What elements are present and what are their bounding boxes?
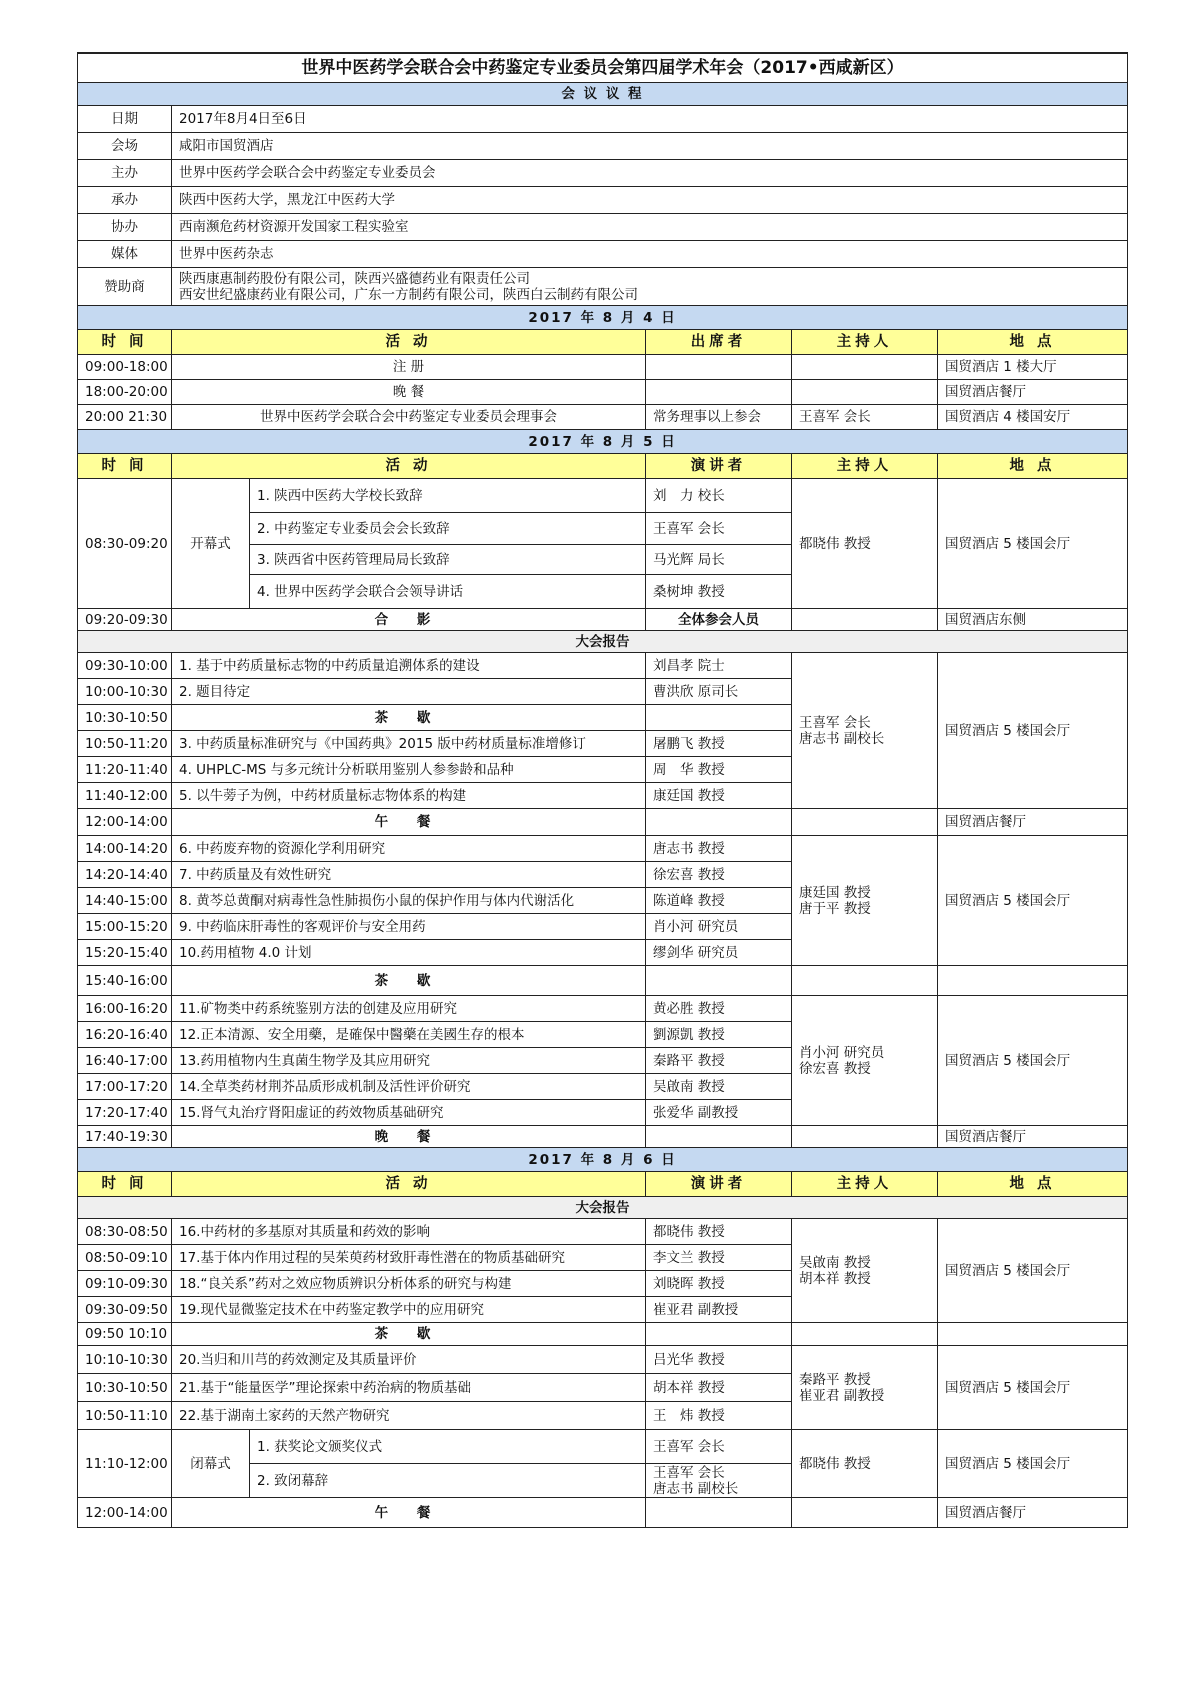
speaker-cell: 王 炜 教授 [646,1402,792,1430]
speaker-cell: 陈道峰 教授 [646,888,792,914]
host-cell: 吴啟南 教授 胡本祥 教授 [792,1219,938,1323]
info-label: 日期 [78,106,172,133]
schedule-row [78,996,1128,1022]
conference-title: 世界中医药学会联合会中药鉴定专业委员会第四届学术年会（2017•西咸新区） [78,53,1128,83]
section-label-row [78,1197,1128,1219]
activity-cell: 晚 餐 [172,380,646,405]
place-cell: 国贸酒店餐厅 [938,380,1128,405]
header-place: 地 点 [938,330,1128,355]
time-cell: 14:20-14:40 [78,862,172,888]
schedule-row [78,809,1128,836]
host-cell [792,966,938,996]
header-speaker: 出席者 [646,330,792,355]
activity-cell: 8. 黄芩总黄酮对病毒性急性肺损伤小鼠的保护作用与体内代谢活化 [172,888,646,914]
place-cell: 国贸酒店 5 楼国会厅 [938,653,1128,809]
activity-cell: 15.肾气丸治疗肾阳虚证的药效物质基础研究 [172,1100,646,1126]
info-label: 赞助商 [78,268,172,306]
header-host: 主持人 [792,330,938,355]
activity-cell: 茶 歇 [172,966,646,996]
speaker-cell: 马光辉 局长 [646,545,792,575]
info-label: 会场 [78,133,172,160]
place-cell [938,966,1128,996]
speaker-cell [646,705,792,731]
speaker-cell: 张爱华 副教授 [646,1100,792,1126]
activity-cell: 7. 中药质量及有效性研究 [172,862,646,888]
speaker-cell: 崔亚君 副教授 [646,1297,792,1323]
activity-cell: 18.“良关系”药对之效应物质辨识分析体系的研究与构建 [172,1271,646,1297]
activity-cell: 合 影 [172,609,646,631]
host-cell: 康廷国 教授 唐于平 教授 [792,836,938,966]
place-cell: 国贸酒店 4 楼国安厅 [938,405,1128,430]
activity-cell: 1. 基于中药质量标志物的中药质量追溯体系的建设 [172,653,646,679]
time-cell: 10:30-10:50 [78,705,172,731]
time-cell: 15:40-16:00 [78,966,172,996]
time-cell: 12:00-14:00 [78,1498,172,1528]
time-cell: 09:10-09:30 [78,1271,172,1297]
place-cell: 国贸酒店餐厅 [938,809,1128,836]
speaker-cell: 周 华 教授 [646,757,792,783]
speaker-cell: 王喜军 会长 [646,513,792,545]
speaker-cell [646,1323,792,1346]
time-cell: 17:20-17:40 [78,1100,172,1126]
time-cell: 17:40-19:30 [78,1126,172,1148]
schedule-row [78,1219,1128,1245]
speaker-cell: 秦路平 教授 [646,1048,792,1074]
schedule-row [78,966,1128,996]
activity-cell: 17.基于体内作用过程的吴茱萸药材致肝毒性潜在的物质基础研究 [172,1245,646,1271]
activity-cell: 4. UHPLC-MS 与多元统计分析联用鉴别人参参龄和品种 [172,757,646,783]
place-cell [938,1323,1128,1346]
speaker-cell: 吕光华 教授 [646,1346,792,1374]
schedule-row [78,405,1128,430]
info-value: 2017年8月4日至6日 [172,106,1128,133]
place-cell: 国贸酒店 5 楼国会厅 [938,996,1128,1126]
header-time: 时 间 [78,1172,172,1197]
host-cell: 肖小河 研究员 徐宏喜 教授 [792,996,938,1126]
attendee-cell [646,355,792,380]
header-place: 地 点 [938,454,1128,479]
host-cell: 秦路平 教授 崔亚君 副教授 [792,1346,938,1430]
day-date: 2017 年 8 月 5 日 [78,430,1128,454]
activity-cell: 6. 中药废弃物的资源化学利用研究 [172,836,646,862]
activity-cell: 5. 以牛蒡子为例，中药材质量标志物体系的构建 [172,783,646,809]
time-cell: 14:00-14:20 [78,836,172,862]
time-cell: 20:00 21:30 [78,405,172,430]
column-header-row [78,1172,1128,1197]
ceremony-label: 闭幕式 [172,1430,250,1498]
time-cell: 10:50-11:20 [78,731,172,757]
time-cell: 08:50-09:10 [78,1245,172,1271]
place-cell: 国贸酒店东侧 [938,609,1128,631]
info-row [78,106,1128,133]
header-place: 地 点 [938,1172,1128,1197]
time-cell: 09:30-10:00 [78,653,172,679]
attendee-cell: 常务理事以上参会 [646,405,792,430]
speaker-cell [646,1126,792,1148]
agenda-page [77,52,1127,1528]
speaker-cell: 屠鹏飞 教授 [646,731,792,757]
time-cell: 09:30-09:50 [78,1297,172,1323]
place-cell: 国贸酒店 5 楼国会厅 [938,836,1128,966]
info-section [78,106,1128,306]
ceremony-row [78,479,1128,513]
schedule-row [78,836,1128,862]
time-cell: 12:00-14:00 [78,809,172,836]
schedule-row [78,1346,1128,1374]
ceremony-item: 4. 世界中医药学会联合会领导讲话 [250,575,646,609]
activity-cell: 2. 题目待定 [172,679,646,705]
place-cell: 国贸酒店 5 楼国会厅 [938,1430,1128,1498]
section-label-row [78,631,1128,653]
date-row [78,430,1128,454]
info-value: 西南濒危药材资源开发国家工程实验室 [172,214,1128,241]
place-cell: 国贸酒店餐厅 [938,1126,1128,1148]
speaker-cell [646,1498,792,1528]
speaker-cell: 王喜军 会长 唐志书 副校长 [646,1464,792,1498]
ceremony-label: 开幕式 [172,479,250,609]
time-cell: 15:20-15:40 [78,940,172,966]
speaker-cell: 刘 力 校长 [646,479,792,513]
ceremony-item: 2. 致闭幕辞 [250,1464,646,1498]
activity-cell: 16.中药材的多基原对其质量和药效的影响 [172,1219,646,1245]
place-cell: 国贸酒店 1 楼大厅 [938,355,1128,380]
activity-cell: 晚 餐 [172,1126,646,1148]
speaker-cell: 李文兰 教授 [646,1245,792,1271]
schedule-row [78,355,1128,380]
activity-cell: 茶 歇 [172,1323,646,1346]
time-cell: 16:00-16:20 [78,996,172,1022]
date-row [78,306,1128,330]
info-label: 主办 [78,160,172,187]
info-row [78,214,1128,241]
host-cell [792,1498,938,1528]
time-cell: 15:00-15:20 [78,914,172,940]
activity-cell: 注 册 [172,355,646,380]
time-cell: 08:30-08:50 [78,1219,172,1245]
info-row [78,187,1128,214]
host-cell [792,380,938,405]
activity-cell: 21.基于“能量医学”理论探索中药治病的物质基础 [172,1374,646,1402]
speaker-cell: 刘昌孝 院士 [646,653,792,679]
speaker-cell: 徐宏喜 教授 [646,862,792,888]
speaker-cell: 桑树坤 教授 [646,575,792,609]
info-value: 陕西康惠制药股份有限公司，陕西兴盛德药业有限责任公司 西安世纪盛康药业有限公司，广东一方制药有限公司，陕西白云制药有限公司 [172,268,1128,306]
schedule-row [78,1498,1128,1528]
info-row [78,241,1128,268]
place-cell: 国贸酒店 5 楼国会厅 [938,1346,1128,1430]
activity-cell: 9. 中药临床肝毒性的客观评价与安全用药 [172,914,646,940]
activity-cell: 19.现代显微鉴定技术在中药鉴定教学中的应用研究 [172,1297,646,1323]
time-cell: 18:00-20:00 [78,380,172,405]
header-time: 时 间 [78,454,172,479]
ceremony-row [78,1430,1128,1464]
day3-section [78,1148,1128,1528]
agenda-table [77,52,1128,1528]
time-cell: 14:40-15:00 [78,888,172,914]
schedule-row [78,609,1128,631]
speaker-cell [646,966,792,996]
day1-section [78,306,1128,430]
info-row [78,133,1128,160]
header-host: 主持人 [792,454,938,479]
info-value: 世界中医药学会联合会中药鉴定专业委员会 [172,160,1128,187]
time-cell: 09:50 10:10 [78,1323,172,1346]
ceremony-item: 1. 获奖论文颁奖仪式 [250,1430,646,1464]
header-time: 时 间 [78,330,172,355]
time-cell: 11:20-11:40 [78,757,172,783]
place-cell: 国贸酒店餐厅 [938,1498,1128,1528]
schedule-row [78,1126,1128,1148]
speaker-cell: 缪剑华 研究员 [646,940,792,966]
section-label: 大会报告 [78,631,1128,653]
speaker-cell: 肖小河 研究员 [646,914,792,940]
date-row [78,1148,1128,1172]
info-value: 陕西中医药大学，黑龙江中医药大学 [172,187,1128,214]
speaker-cell: 唐志书 教授 [646,836,792,862]
activity-cell: 12.正本清源、安全用藥，是確保中醫藥在美國生存的根本 [172,1022,646,1048]
speaker-cell: 都晓伟 教授 [646,1219,792,1245]
host-cell [792,355,938,380]
header-activity: 活 动 [172,454,646,479]
day-date: 2017 年 8 月 4 日 [78,306,1128,330]
speaker-cell: 刘晓晖 教授 [646,1271,792,1297]
time-cell: 10:50-11:10 [78,1402,172,1430]
info-label: 承办 [78,187,172,214]
place-cell: 国贸酒店 5 楼国会厅 [938,1219,1128,1323]
activity-cell: 20.当归和川芎的药效测定及其质量评价 [172,1346,646,1374]
host-cell [792,609,938,631]
speaker-cell: 全体参会人员 [646,609,792,631]
activity-cell: 10.药用植物 4.0 计划 [172,940,646,966]
time-cell: 10:10-10:30 [78,1346,172,1374]
header-speaker: 演讲者 [646,1172,792,1197]
day2-section [78,430,1128,1148]
header-activity: 活 动 [172,1172,646,1197]
info-row [78,160,1128,187]
place-cell: 国贸酒店 5 楼国会厅 [938,479,1128,609]
speaker-cell: 吴啟南 教授 [646,1074,792,1100]
speaker-cell: 王喜军 会长 [646,1430,792,1464]
time-cell: 10:30-10:50 [78,1374,172,1402]
speaker-cell: 胡本祥 教授 [646,1374,792,1402]
time-cell: 17:00-17:20 [78,1074,172,1100]
ceremony-item: 2. 中药鉴定专业委员会会长致辞 [250,513,646,545]
info-value: 世界中医药杂志 [172,241,1128,268]
schedule-row [78,380,1128,405]
host-cell: 都晓伟 教授 [792,479,938,609]
info-row [78,268,1128,306]
activity-cell: 11.矿物类中药系统鉴别方法的创建及应用研究 [172,996,646,1022]
attendee-cell [646,380,792,405]
activity-cell: 午 餐 [172,1498,646,1528]
time-cell: 16:20-16:40 [78,1022,172,1048]
header-speaker: 演讲者 [646,454,792,479]
info-label: 媒体 [78,241,172,268]
activity-cell: 13.药用植物内生真菌生物学及其应用研究 [172,1048,646,1074]
agenda-label-row [78,83,1128,106]
schedule-row [78,1323,1128,1346]
section-label: 大会报告 [78,1197,1128,1219]
time-cell: 11:10-12:00 [78,1430,172,1498]
info-value: 咸阳市国贸酒店 [172,133,1128,160]
host-cell [792,809,938,836]
agenda-label: 会 议 议 程 [78,83,1128,106]
host-cell: 都晓伟 教授 [792,1430,938,1498]
speaker-cell: 康廷国 教授 [646,783,792,809]
speaker-cell: 黄必胜 教授 [646,996,792,1022]
time-cell: 16:40-17:00 [78,1048,172,1074]
activity-cell: 14.全草类药材荆芥品质形成机制及活性评价研究 [172,1074,646,1100]
activity-cell: 3. 中药质量标准研究与《中国药典》2015 版中药材质量标准增修订 [172,731,646,757]
time-cell: 08:30-09:20 [78,479,172,609]
activity-cell: 世界中医药学会联合会中药鉴定专业委员会理事会 [172,405,646,430]
time-cell: 09:00-18:00 [78,355,172,380]
activity-cell: 22.基于湖南土家药的天然产物研究 [172,1402,646,1430]
activity-cell: 茶 歇 [172,705,646,731]
activity-cell: 午 餐 [172,809,646,836]
day-date: 2017 年 8 月 6 日 [78,1148,1128,1172]
header-activity: 活 动 [172,330,646,355]
conference-title-row [78,53,1128,83]
schedule-row [78,653,1128,679]
speaker-cell: 劉源凱 教授 [646,1022,792,1048]
column-header-row [78,330,1128,355]
host-cell [792,1126,938,1148]
time-cell: 10:00-10:30 [78,679,172,705]
speaker-cell [646,809,792,836]
host-cell [792,1323,938,1346]
host-cell: 王喜军 会长 唐志书 副校长 [792,653,938,809]
time-cell: 09:20-09:30 [78,609,172,631]
time-cell: 11:40-12:00 [78,783,172,809]
column-header-row [78,454,1128,479]
header-host: 主持人 [792,1172,938,1197]
ceremony-item: 1. 陕西中医药大学校长致辞 [250,479,646,513]
host-cell: 王喜军 会长 [792,405,938,430]
ceremony-item: 3. 陕西省中医药管理局局长致辞 [250,545,646,575]
info-label: 协办 [78,214,172,241]
speaker-cell: 曹洪欣 原司长 [646,679,792,705]
